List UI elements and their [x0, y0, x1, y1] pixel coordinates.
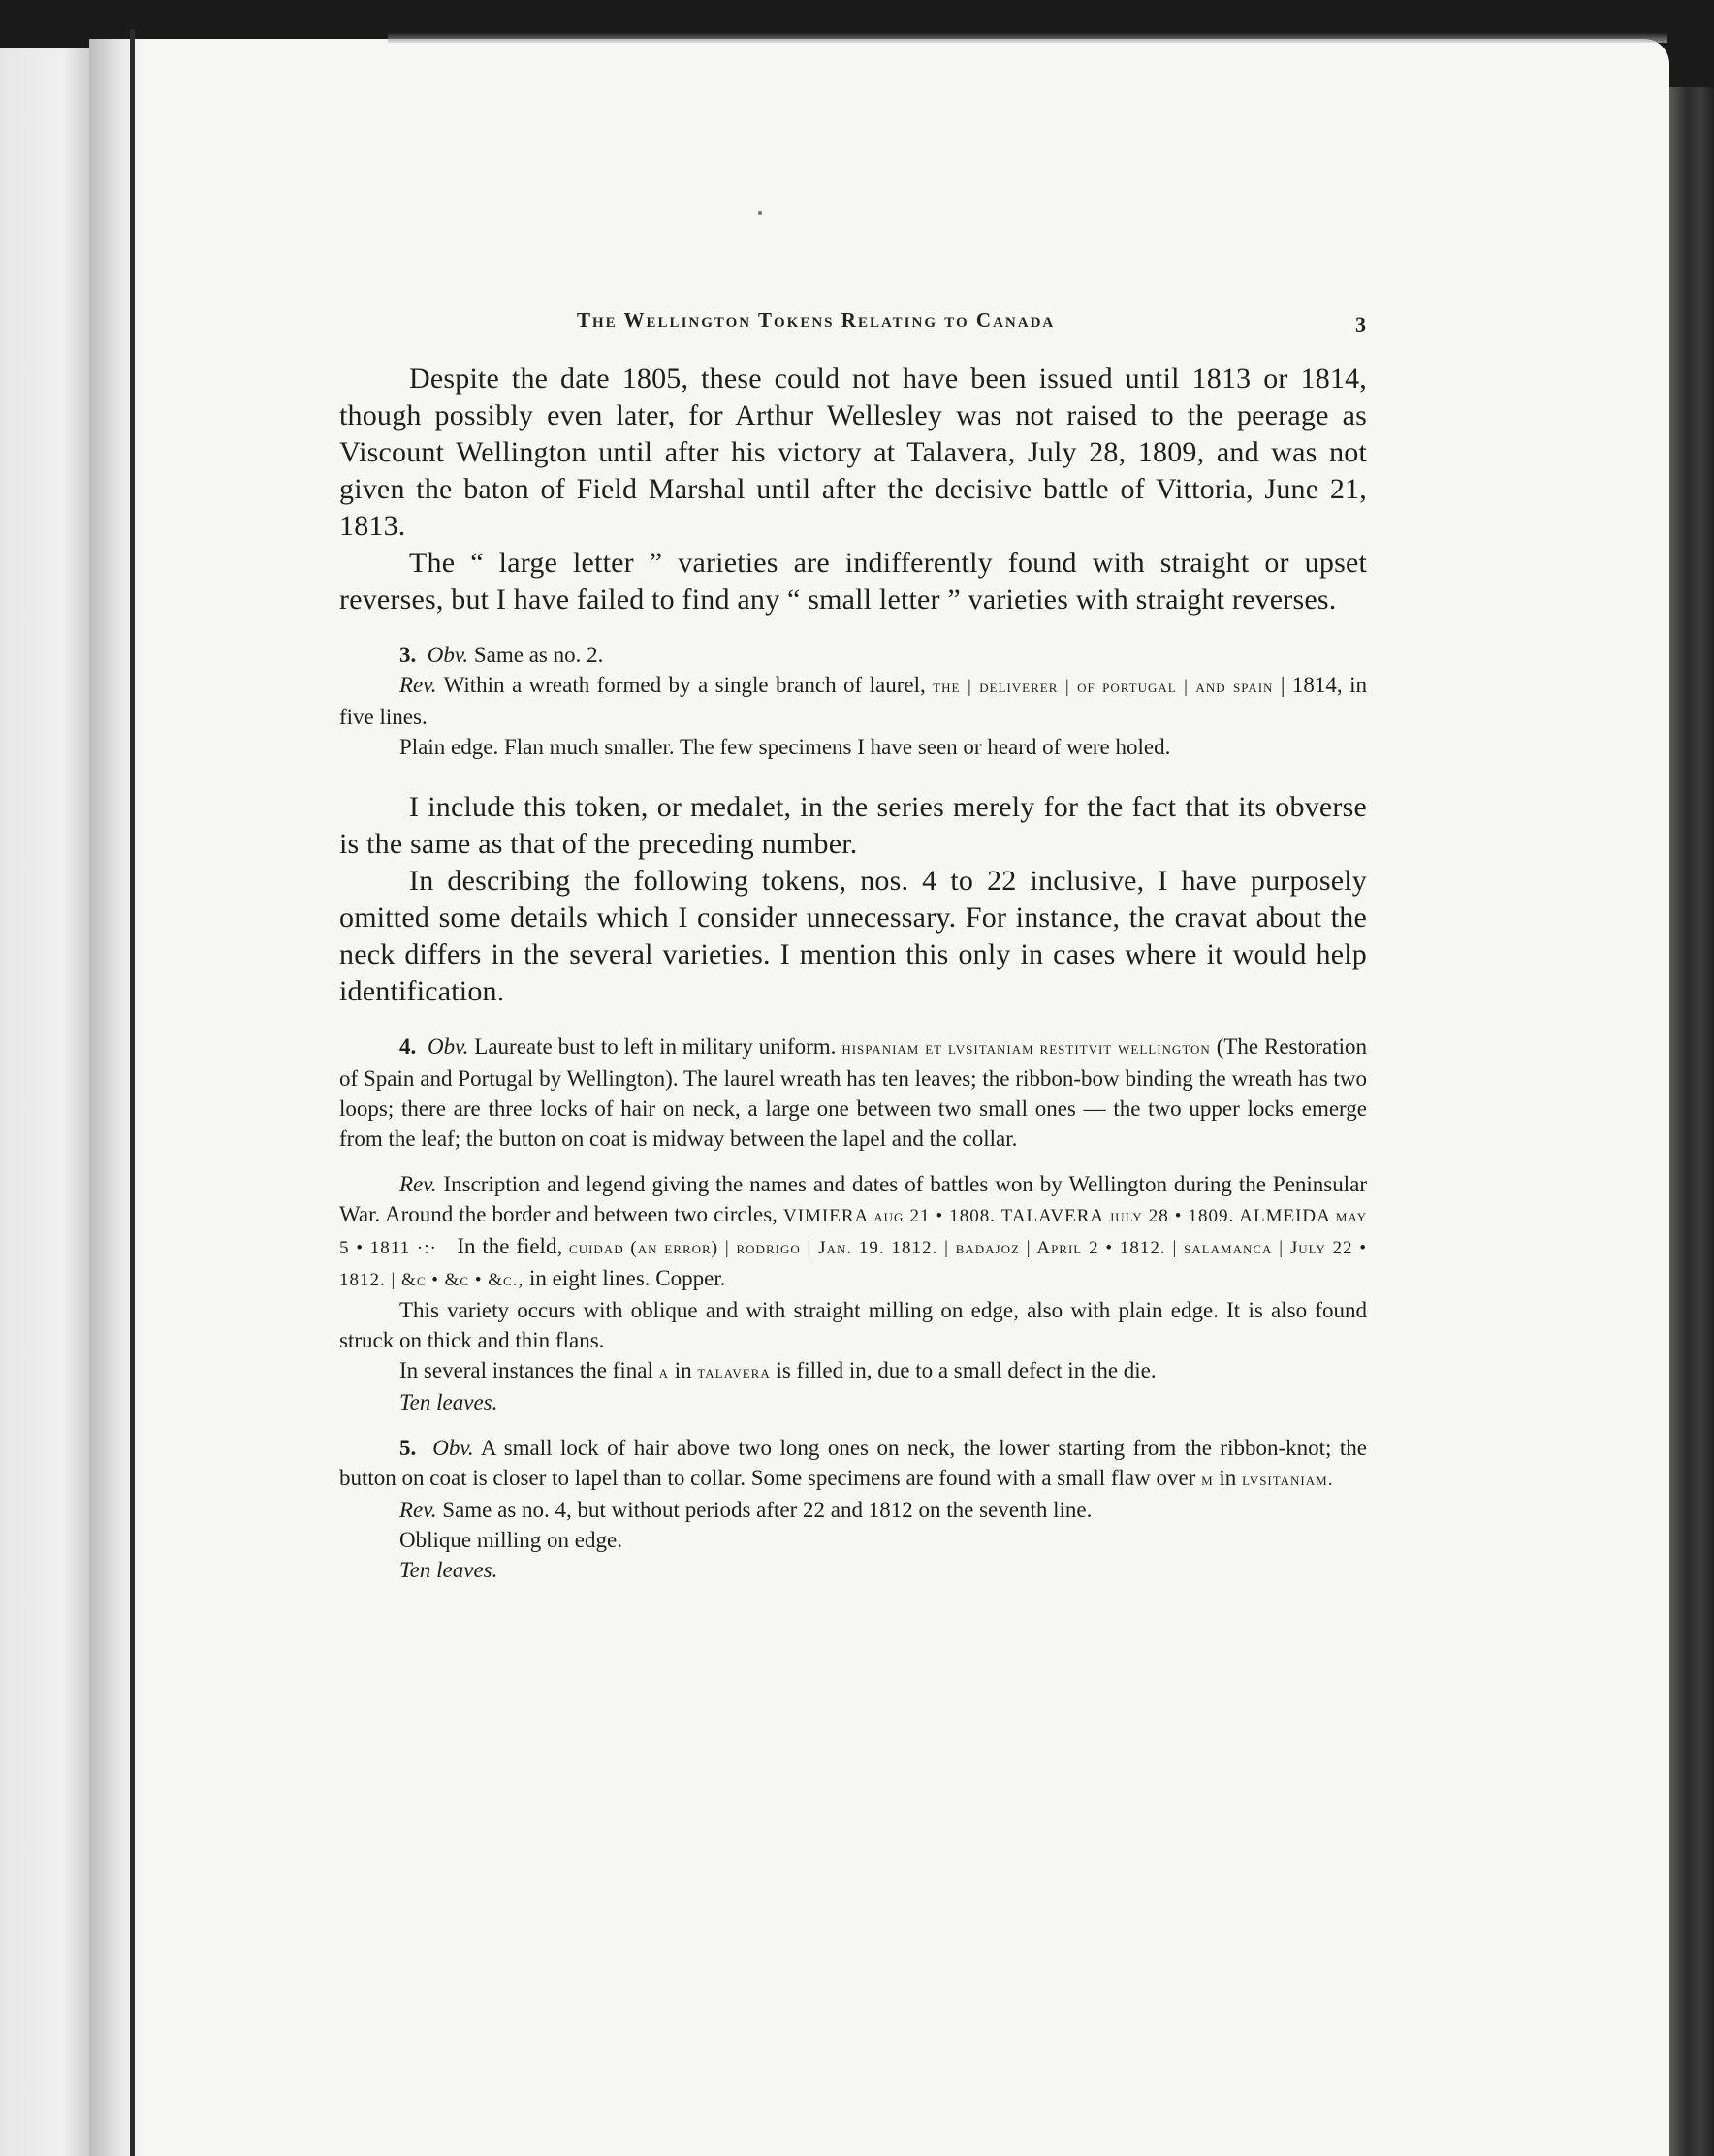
rev-label: Rev. [399, 1172, 437, 1196]
book-fore-edge [1669, 87, 1714, 2156]
obv-label: Obv. [432, 1436, 474, 1460]
entry-4-note-edge: This variety occurs with oblique and with straight milling on edge, also with plain edge. It is also found struck on thick and thin flans. [339, 1298, 1367, 1352]
entry-5-reverse [339, 1495, 1367, 1525]
paragraph-2: The “ large letter ” varieties are indifferently found with straight or upset reverses, but I have failed to find any “ small letter ” varieties with straight reverses. [339, 547, 1367, 616]
rev-text-end: in eight lines. Copper. [528, 1266, 726, 1290]
entry-5-leaves: Ten leaves. [399, 1558, 498, 1582]
note-text: is filled in, due to a small defect in the die. [776, 1358, 1157, 1382]
entry-3-obverse [339, 640, 1367, 670]
obv-letter: m [1201, 1470, 1214, 1490]
page-number: 3 [1355, 312, 1366, 336]
entry-4-leaves: Ten leaves. [399, 1390, 498, 1414]
rev-inscription: the | deliverer | of portugal | and spain [933, 677, 1274, 697]
paragraph-1: Despite the date 1805, these could not have been issued until 1813 or 1814, though possibly even later, for Arthur Wellesley was not raised to the peerage as Viscount Wellington until after his victory at Talavera, July 28, 1809, and was not given the baton of Field Marshal until after the decisive battle of Vittoria, June 21, 1813. [339, 363, 1367, 542]
rev-text: Within a wreath formed by a single branch of laurel, [443, 673, 926, 697]
obv-text: Laureate bust to left in military uniform. [474, 1034, 837, 1059]
rev-label: Rev. [399, 1498, 437, 1522]
entry-number: 5. [399, 1436, 417, 1460]
note-letter: a [658, 1362, 669, 1382]
obv-text-cont: (The Restoration of Spain and Portugal by Wellington). The laurel wreath has ten leaves; the ribbon-bow binding the wreath has two loops; there are three locks of hair on neck, a large one between two small ones — the two upper locks emerge from the leaf; the button on coat is midway between the lapel and the collar. [339, 1034, 1368, 1151]
rev-legend: VIMIERA aug 21 • 1808. TALAVERA july 28 • 1809. ALMEIDA may 5 • 1811 ·:· [339, 1206, 1367, 1258]
body-text [339, 291, 1367, 1585]
obv-text: Same as no. 2. [473, 643, 604, 667]
obv-label: Obv. [427, 643, 469, 667]
note-text: in [674, 1358, 692, 1382]
binding-line [130, 29, 135, 2156]
rev-text: Inscription and legend giving the names and dates of battles won by Wellington during the Peninsular War. Around the border and between two circles, [339, 1172, 1367, 1226]
entry-3-reverse [339, 670, 1367, 732]
entry-4-obverse [339, 1031, 1367, 1154]
entry-5-edge: Oblique milling on edge. [399, 1528, 622, 1552]
entry-5-obverse [339, 1433, 1367, 1495]
rev-text: Same as no. 4, but without periods after 22 and 1812 on the seventh line. [442, 1498, 1093, 1522]
note-word: talavera [697, 1362, 771, 1382]
rev-label: Rev. [399, 673, 437, 697]
obv-word: lvsitaniam. [1242, 1470, 1334, 1490]
page-top-edge [388, 33, 1667, 43]
running-head: The Wellington Tokens Relating to Canada [577, 308, 1056, 332]
obv-legend: hispaniam et lvsitaniam restitvit wellington [841, 1038, 1211, 1059]
rev-field-inscription: cuidad (an error) | rodrigo | Jan. 19. 1812. | badajoz | April 2 • 1812. | salamanca | July 22 • 1812. | &c • &c • &c., [339, 1238, 1368, 1290]
note-text: In several instances the final [399, 1358, 653, 1382]
gutter-shadow [89, 39, 147, 2156]
entry-number: 4. [399, 1034, 417, 1059]
paragraph-3: I include this token, or medalet, in the series merely for the fact that its obverse is the same as that of the preceding number. [339, 791, 1367, 860]
entry-number: 3. [399, 643, 417, 667]
entry-4-note-die [339, 1355, 1367, 1387]
rev-text-field: In the field, [457, 1234, 563, 1258]
speck [758, 211, 762, 215]
obv-text-cont: in [1219, 1466, 1237, 1490]
obv-text: A small lock of hair above two long ones on neck, the lower starting from the ribbon-knot; the button on coat is closer to lapel than to collar. Some specimens are found with a small flaw over [339, 1436, 1368, 1490]
entry-4-reverse [339, 1169, 1367, 1295]
entry-3-edge: Plain edge. Flan much smaller. The few specimens I have seen or heard of were holed. [399, 735, 1171, 759]
obv-label: Obv. [428, 1034, 469, 1059]
rev-text-end: | 1814, in five lines. [339, 673, 1368, 729]
paragraph-4: In describing the following tokens, nos. 4 to 22 inclusive, I have purposely omitted some details which I consider unnecessary. For instance, the cravat about the neck differs in the several varieties. I mention this only in cases where it would help identification. [339, 865, 1367, 1007]
left-leaf-edge [0, 48, 89, 2156]
